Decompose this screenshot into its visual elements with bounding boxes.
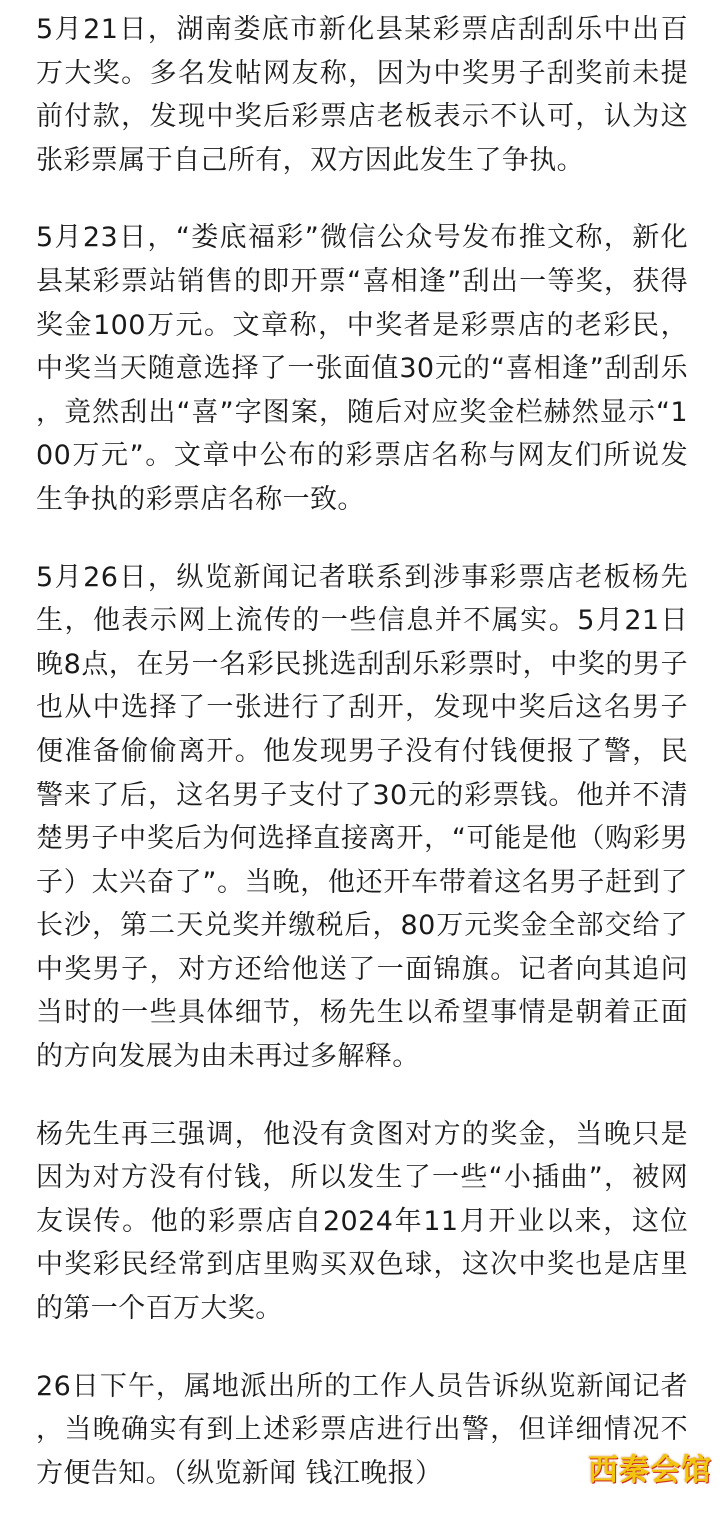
paragraph-2: 5月23日，“娄底福彩”微信公众号发布推文称，新化县某彩票站销售的即开票“喜相逢”刮出一等奖，获得奖金100万元。文章称，中奖者是彩票店的老彩民，中奖当天随意选择了一张面值30元的“喜相逢”刮刮乐，竟然刮出“喜”字图案，随后对应奖金栏赫然显示“100万元”。文章中公布的彩票店名称与网友们所说发生争执的彩票店名称一致。	[36, 222, 688, 515]
watermark-logo: 西秦会馆	[588, 1453, 712, 1488]
paragraph-4: 杨先生再三强调，他没有贪图对方的奖金，当晚只是因为对方没有付钱，所以发生了一些“小插曲”，被网友误传。他的彩票店自2024年11月开业以来，这位中奖彩民经常到店里购买双色球，这次中奖也是店里的第一个百万大奖。	[36, 1118, 688, 1325]
paragraph-3: 5月26日，纵览新闻记者联系到涉事彩票店老板杨先生，他表示网上流传的一些信息并不属实。5月21日晚8点，在另一名彩民挑选刮刮乐彩票时，中奖的男子也从中选择了一张进行了刮开，发现中奖后这名男子便准备偷偷离开。他发现男子没有付钱便报了警，民警来了后，这名男子支付了30元的彩票钱。他并不清楚男子中奖后为何选择直接离开，“可能是他（购彩男子）太兴奋了”。当晚，他还开车带着这名男子赶到了长沙，第二天兑奖并缴税后，80万元奖金全部交给了中奖男子，对方还给他送了一面锦旗。记者向其追问当时的一些具体细节，杨先生以希望事情是朝着正面的方向发展为由未再过多解释。	[36, 561, 688, 1073]
paragraph-1: 5月21日，湖南娄底市新化县某彩票店刮刮乐中出百万大奖。多名发帖网友称，因为中奖男子刮奖前未提前付款，发现中奖后彩票店老板表示不认可，认为这张彩票属于自己所有，双方因此发生了争执。	[36, 14, 688, 176]
article-body	[36, 8, 688, 1529]
paragraph-5: 26日下午，属地派出所的工作人员告诉纵览新闻记者，当晚确实有到上述彩票店进行出警，但详细情况不方便告知。（纵览新闻 钱江晚报）	[36, 1370, 688, 1489]
